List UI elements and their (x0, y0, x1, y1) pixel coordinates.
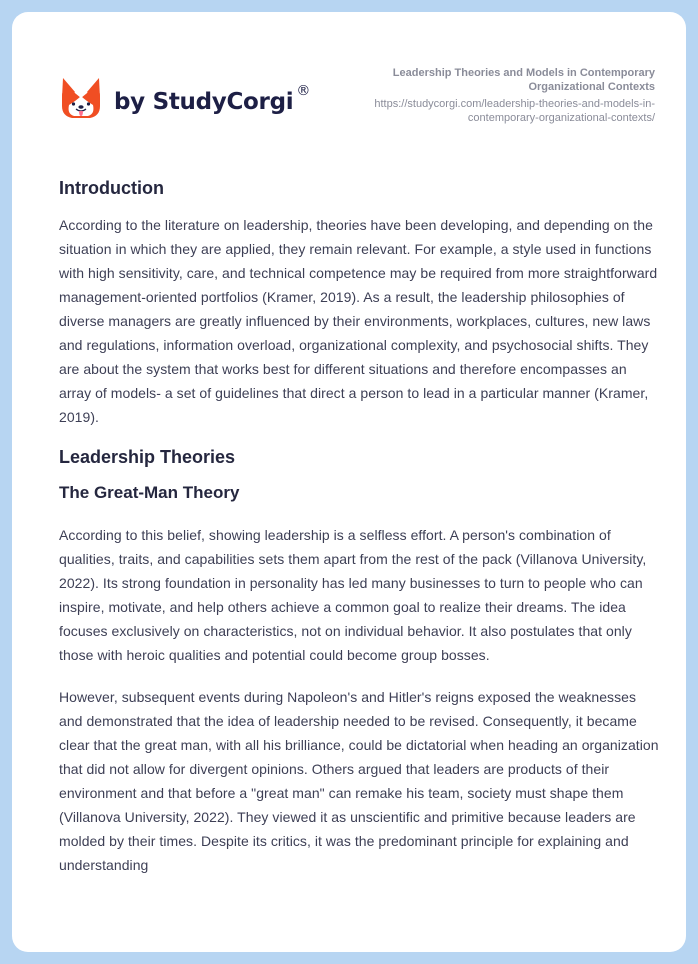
great-man-paragraph-1: According to this belief, showing leadership is a selfless effort. A person's combination of qualities, traits, and capabilities sets them apart from the rest of the pack (Villanova University, 2022). Its strong foundation in personality has led many businesses to turn to people who can inspire, motivate, and help others achieve a common goal to realize their dreams. The idea focuses exclusively on characteristics, not on individual behavior. It also postulates that only those with heroic qualities and potential could become group bosses. (59, 527, 647, 663)
document-card (12, 12, 686, 952)
introduction-paragraph: According to the literature on leadership, theories have been developing, and depending on the situation in which they are applied, they remain relevant. For example, a style used in functions with high sensitivity, care, and technical competence may be required from more straightforward management-oriented portfolios (Kramer, 2019). As a result, the leadership philosophies of diverse managers are greatly influenced by their environments, workplaces, cultures, new laws and regulations, information overload, organizational complexity, and psychosocial shifts. They are about the system that works best for different situations and therefore encompasses an array of models- a set of guidelines that direct a person to lead in a particular manner (Kramer, 2019). (59, 217, 658, 425)
document-meta (315, 66, 655, 125)
heading-leadership-theories: Leadership Theories (59, 447, 236, 467)
heading-introduction: Introduction (59, 178, 164, 198)
registered-mark: ® (296, 83, 311, 99)
great-man-paragraph-2: However, subsequent events during Napoleon's and Hitler's reigns exposed the weaknesses and demonstrated that the idea of leadership needed to be revised. Consequently, it became clear that the great man, with all his brilliance, could be dictatorial when heading an organization that did not allow for divergent opinions. Others argued that leaders are products of their environment and that before a "great man" can remake his team, society must shape them (Villanova University, 2022). They viewed it as unscientific and primitive because leaders are molded by their times. Despite its critics, it was the predominant principle for explaining and understanding (59, 689, 659, 873)
document-body (59, 172, 659, 877)
studycorgi-logo[interactable] (60, 76, 310, 120)
logo-text: by StudyCorgi (114, 89, 294, 115)
document-url[interactable]: https://studycorgi.com/leadership-theories-and-models-in-contemporary-organizational-contexts/ (374, 98, 655, 124)
document-header (12, 12, 686, 142)
corgi-head-icon (60, 76, 102, 120)
document-title: Leadership Theories and Models in Contemporary Organizational Contexts (392, 67, 655, 93)
heading-great-man-theory: The Great-Man Theory (59, 483, 240, 502)
